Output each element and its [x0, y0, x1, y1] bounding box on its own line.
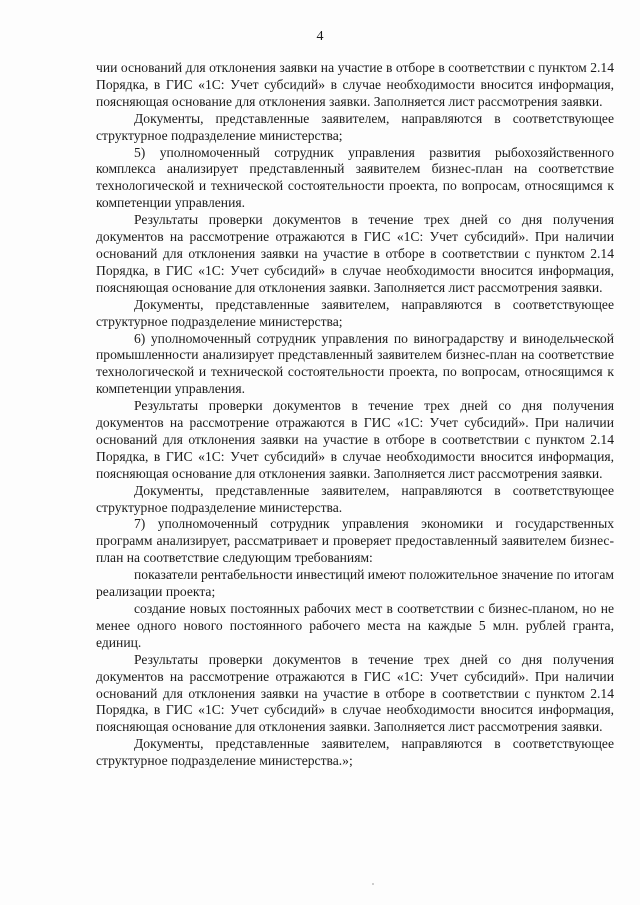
paragraph-item-6: 6) уполномоченный сотрудник управления по виноградарству и винодельческой промышленности анализирует представленный заявителем бизнес-план на соответствие технологической и технической состоятельности проекта, по вопросам, относящимся к компетенции управления.: [96, 330, 614, 397]
paragraph-documents-routing: Документы, представленные заявителем, направляются в соответствующее структурное подразделение министерства.: [96, 482, 614, 515]
paragraph-documents-routing: Документы, представленные заявителем, направляются в соответствующее структурное подразделение министерства;: [96, 110, 614, 143]
paragraph-continuation: чии оснований для отклонения заявки на участие в отборе в соответствии с пунктом 2.14 Порядка, в ГИС «1С: Учет субсидий» в случае необходимости вносится информация, поясняющая основание для отклонения заявки. Заполняется лист рассмотрения заявки.: [96, 60, 614, 109]
paragraph-requirement-jobs: создание новых постоянных рабочих мест в соответствии с бизнес-планом, но не менее одного нового постоянного рабочего места на каждые 5 млн. рублей гранта, единиц.: [96, 601, 614, 650]
document-body: [96, 60, 614, 770]
paragraph-item-7: 7) уполномоченный сотрудник управления экономики и государственных программ анализирует, рассматривает и проверяет предоставленный заявителем бизнес-план на соответствие следующим требованиям:: [96, 516, 614, 566]
scan-speck: [372, 883, 374, 885]
paragraph-documents-routing: Документы, представленные заявителем, направляются в соответствующее структурное подразделение министерства;: [96, 296, 614, 329]
page-number: 4: [316, 29, 324, 44]
paragraph-results-check: Результаты проверки документов в течение трех дней со дня получения документов на рассмотрение отражаются в ГИС «1С: Учет субсидий». При наличии оснований для отклонения заявки на участие в отборе в соответствии с пунктом 2.14 Порядка, в ГИС «1С: Учет субсидий» в случае необходимости вносится информация, поясняющая основание для отклонения заявки. Заполняется лист рассмотрения заявки.: [96, 212, 614, 295]
paragraph-documents-routing-final: Документы, представленные заявителем, направляются в соответствующее структурное подразделение министерства.»;: [96, 736, 614, 769]
paragraph-item-5: 5) уполномоченный сотрудник управления развития рыбохозяйственного комплекса анализирует представленный заявителем бизнес-план на соответствие технологической и технической состоятельности проекта, по вопросам, относящимся к компетенции управления.: [96, 144, 614, 211]
paragraph-requirement-roi: показатели рентабельности инвестиций имеют положительное значение по итогам реализации проекта;: [96, 567, 614, 600]
paragraph-results-check: Результаты проверки документов в течение трех дней со дня получения документов на рассмотрение отражаются в ГИС «1С: Учет субсидий». При наличии оснований для отклонения заявки на участие в отборе в соответствии с пунктом 2.14 Порядка, в ГИС «1С: Учет субсидий» в случае необходимости вносится информация, поясняющая основание для отклонения заявки. Заполняется лист рассмотрения заявки.: [96, 651, 614, 735]
paragraph-results-check: Результаты проверки документов в течение трех дней со дня получения документов на рассмотрение отражаются в ГИС «1С: Учет субсидий». При наличии оснований для отклонения заявки на участие в отборе в соответствии с пунктом 2.14 Порядка, в ГИС «1С: Учет субсидий» в случае необходимости вносится информация, поясняющая основание для отклонения заявки. Заполняется лист рассмотрения заявки.: [96, 398, 614, 481]
